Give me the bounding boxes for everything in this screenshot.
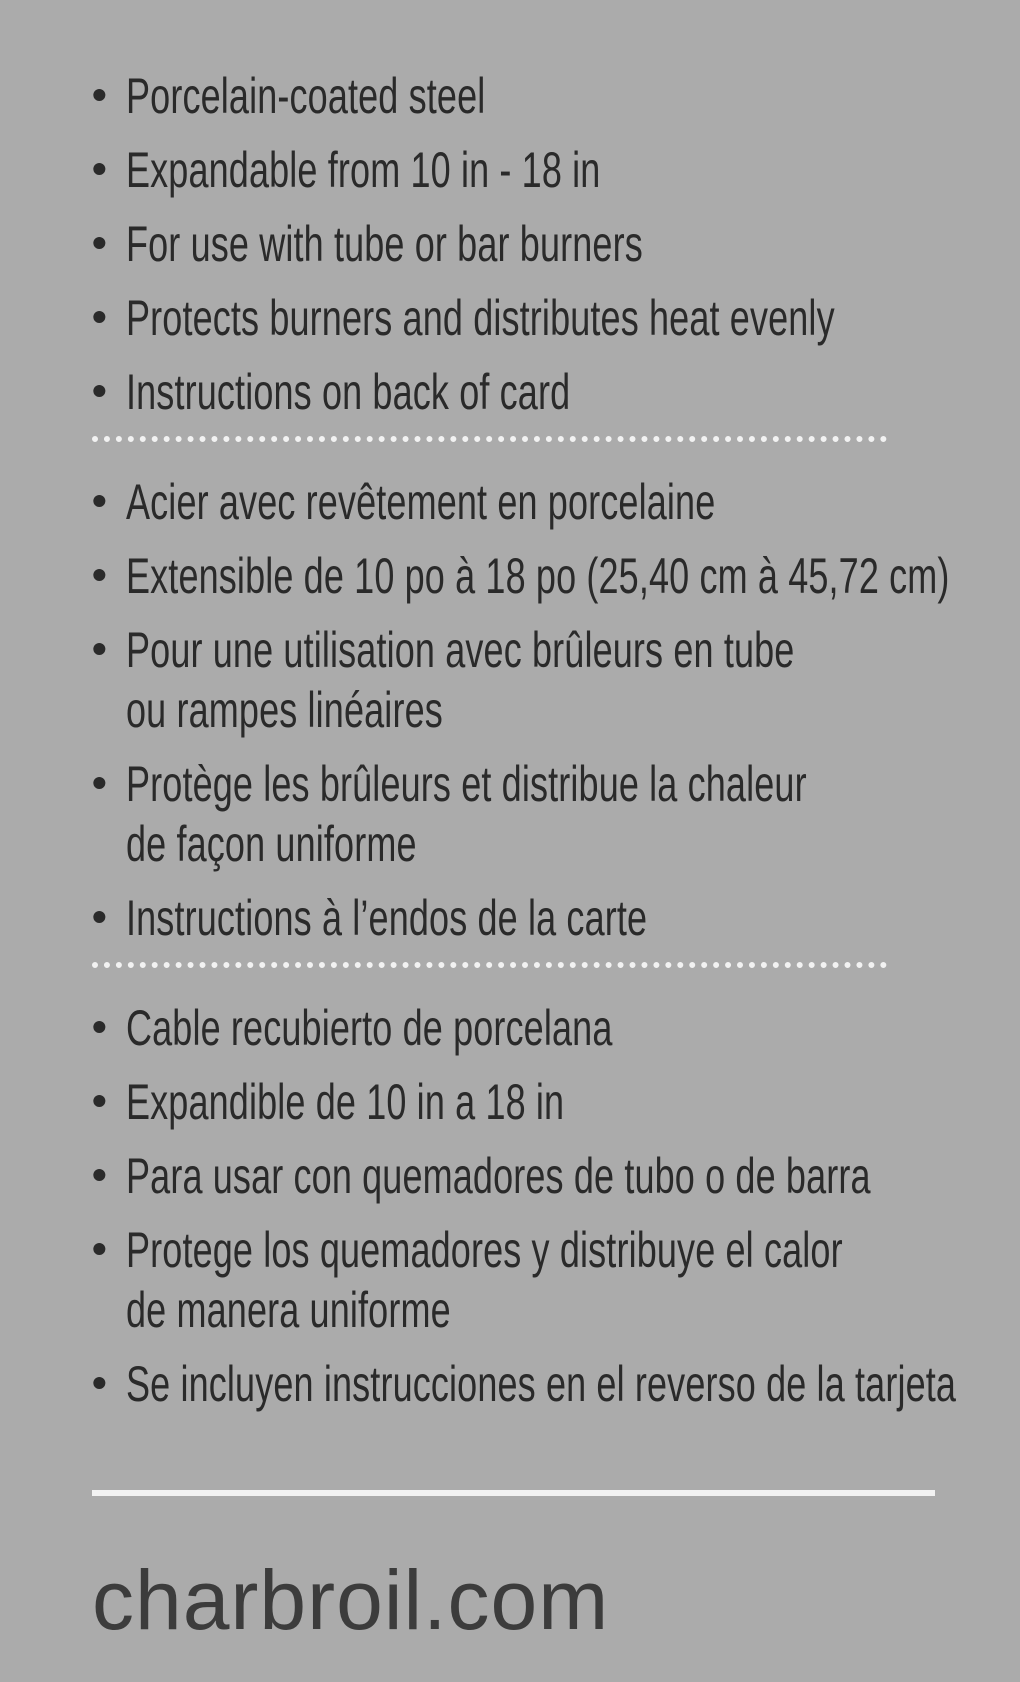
bullet-icon: • xyxy=(92,145,107,192)
bullet-icon: • xyxy=(92,293,107,340)
list-item-text: Protège les brûleurs et distribue la chaleur xyxy=(126,756,807,812)
list-item xyxy=(92,214,936,274)
bullet-icon: • xyxy=(92,1077,107,1124)
list-item-text: Protege los quemadores y distribuye el calor xyxy=(126,1222,843,1278)
bullet-icon: • xyxy=(92,71,107,118)
list-item xyxy=(92,362,936,422)
dotted-divider xyxy=(92,436,887,442)
list-item-text: For use with tube or bar burners xyxy=(126,216,643,272)
bullet-icon: • xyxy=(92,893,107,940)
list-item xyxy=(92,754,936,874)
list-item xyxy=(92,1220,936,1340)
list-item-text: Acier avec revêtement en porcelaine xyxy=(126,474,716,530)
bullet-icon: • xyxy=(92,759,107,806)
bullet-icon: • xyxy=(92,1225,107,1272)
list-item xyxy=(92,288,936,348)
list-item-text: Extensible de 10 po à 18 po (25,40 cm à 45,72 cm) xyxy=(126,548,950,604)
list-item-text: Expandable from 10 in - 18 in xyxy=(126,142,601,198)
list-item xyxy=(92,140,936,200)
list-item xyxy=(92,66,936,126)
list-item xyxy=(92,546,950,606)
bullet-icon: • xyxy=(92,1359,107,1406)
list-item-text: Porcelain-coated steel xyxy=(126,68,486,124)
dotted-divider xyxy=(92,962,887,968)
bullet-icon: • xyxy=(92,1003,107,1050)
list-item xyxy=(92,472,936,532)
list-item-text-continued: de manera uniforme xyxy=(126,1282,451,1338)
feature-list-spanish xyxy=(92,998,957,1414)
bullet-icon: • xyxy=(92,477,107,524)
feature-card xyxy=(92,66,957,1428)
list-item-text: Cable recubierto de porcelana xyxy=(126,1000,613,1056)
list-item-text: Se incluyen instrucciones en el reverso de la tarjeta xyxy=(126,1356,957,1412)
feature-list-french xyxy=(92,472,950,948)
list-item xyxy=(92,1072,936,1132)
bullet-icon: • xyxy=(92,219,107,266)
solid-divider xyxy=(92,1490,935,1496)
website-link[interactable]: charbroil.com xyxy=(92,1553,610,1647)
feature-list-english xyxy=(92,66,936,422)
list-item xyxy=(92,1354,957,1414)
bullet-icon: • xyxy=(92,551,107,598)
list-item xyxy=(92,888,936,948)
list-item-text: Instructions à l’endos de la carte xyxy=(126,890,648,946)
list-item xyxy=(92,1146,936,1206)
list-item-text-continued: ou rampes linéaires xyxy=(126,682,443,738)
list-item-text: Protects burners and distributes heat evenly xyxy=(126,290,835,346)
list-item-text: Pour une utilisation avec brûleurs en tube xyxy=(126,622,795,678)
list-item-text: Instructions on back of card xyxy=(126,364,571,420)
list-item-text-continued: de façon uniforme xyxy=(126,816,417,872)
list-item xyxy=(92,620,936,740)
list-item-text: Expandible de 10 in a 18 in xyxy=(126,1074,565,1130)
bullet-icon: • xyxy=(92,367,107,414)
bullet-icon: • xyxy=(92,1151,107,1198)
list-item xyxy=(92,998,936,1058)
bullet-icon: • xyxy=(92,625,107,672)
list-item-text: Para usar con quemadores de tubo o de barra xyxy=(126,1148,871,1204)
